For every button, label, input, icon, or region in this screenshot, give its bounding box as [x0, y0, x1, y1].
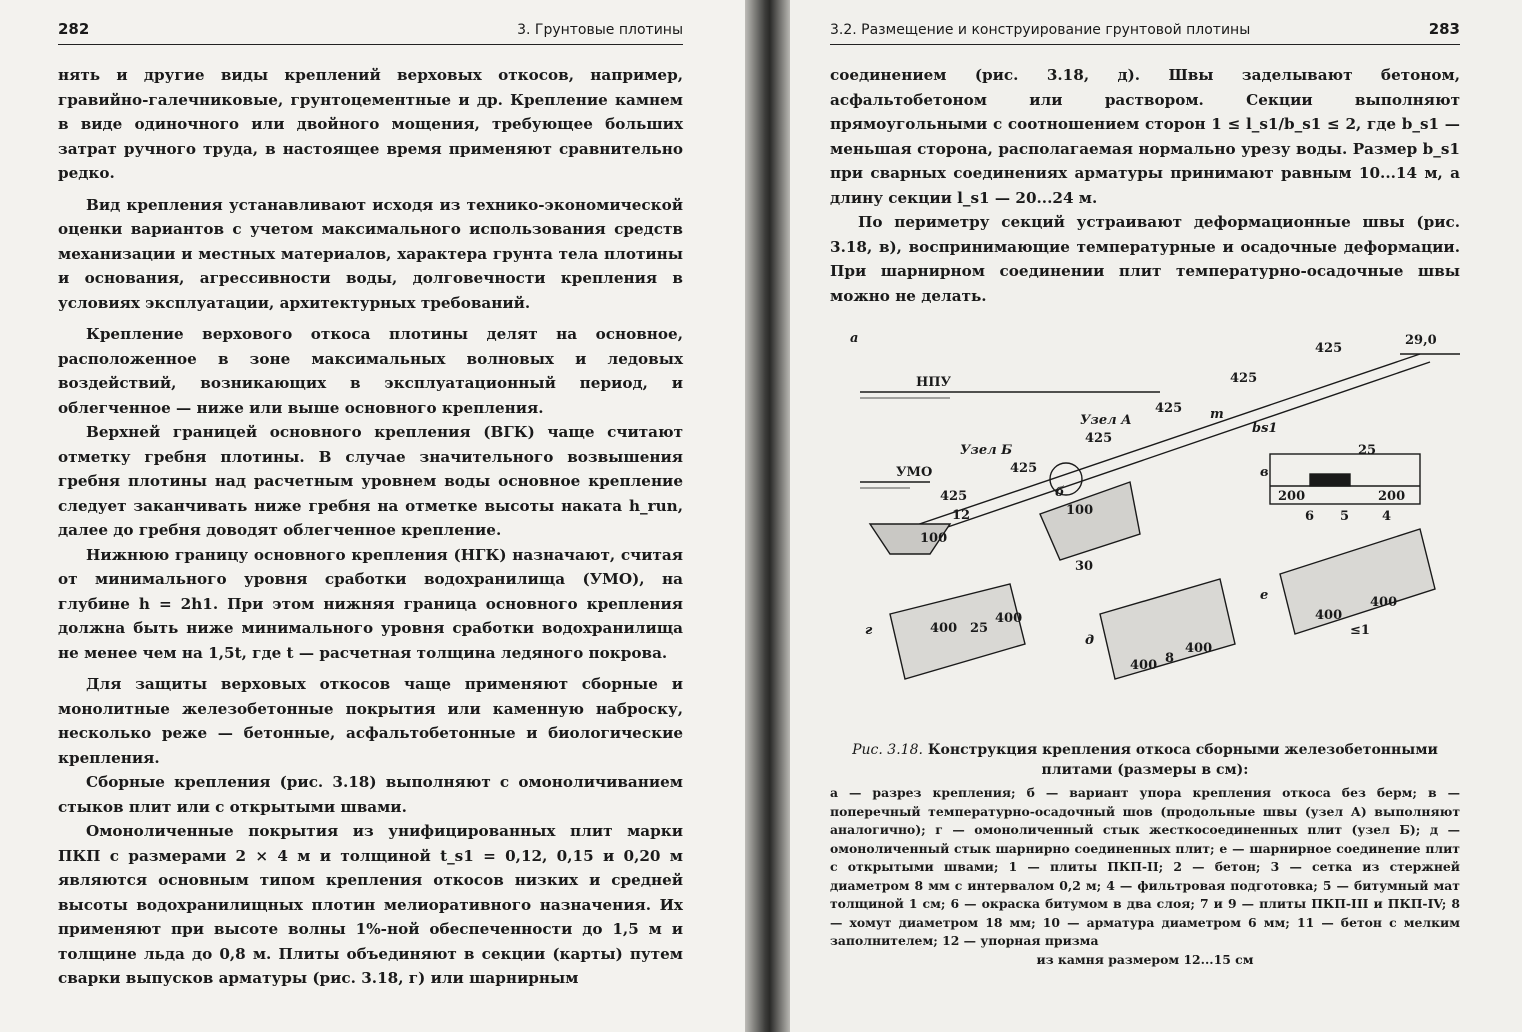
section-title: 3.2. Размещение и конструирование грунтовой плотины: [830, 22, 1251, 38]
dim-100: 100: [1066, 503, 1094, 518]
legend-num-6: 6: [1305, 509, 1315, 524]
page-number-right: 283: [1428, 20, 1460, 38]
fig-label-a: а: [850, 331, 859, 346]
paragraph: По периметру секций устраивают деформационные швы (рис. 3.18, в), воспринимающие температурные и осадочные деформации. При шарнирном соединении плит температурно-осадочные швы можно не делать.: [830, 213, 1460, 305]
paragraph: Верхней границей основного крепления (ВГК) чаще считают отметку гребня плотины. В случае значительного возвышения гребня плотины над расчетным уровнем воды основное крепление следует заканчивать ниже гребня на отметке высоты наката h_run, далее до гребня доводят облегченное крепление.: [58, 423, 683, 539]
legend-num-12: 12: [952, 508, 971, 523]
legend-num-4: 4: [1382, 509, 1392, 524]
paragraph: Для защиты верховых откосов чаще применяют сборные и монолитные железобетонные покрытия или каменную наброску, несколько реже — бетонные, асфальтобетонные и биологические крепления.: [58, 675, 683, 767]
detail-e: [1280, 529, 1435, 634]
fig-label-v: в: [1260, 465, 1269, 480]
right-body-text: [830, 63, 1460, 308]
paragraph: Крепление верхового откоса плотины делят на основное, расположенное в зоне максимальных волновых и ледовых воздействий, возникающих в эксплуатационный период, и облегченное — ниже или выше основного крепления.: [58, 325, 683, 417]
legend-text: а — разрез крепления; б — вариант упора крепления откоса без берм; в — поперечный температурно-осадочный шов (продольные швы (узел А) выполняют аналогично); г — омоноличенный стык жесткосоединенных плит (узел Б); д — омоноличенный стык шарнирно соединенных плит; е — шарнирное соединение плит с открытыми швами; 1 — плиты ПКП-II; 2 — бетон; 3 — сетка из стержней диаметром 8 мм с интервалом 0,2 м; 4 — фильтровая подготовка; 5 — битумный мат толщиной 1 см; 6 — окраска битумом в два слоя; 7 и 9 — плиты ПКП-III и ПКП-IV; 8 — хомут диаметром 18 мм; 10 — арматура диаметром 6 мм; 11 — бетон с мелким заполнителем; 12 — упорная призма: [830, 785, 1460, 948]
dim-425: 425: [1230, 371, 1258, 386]
left-body-text: [58, 63, 683, 991]
dim-425: 425: [1155, 401, 1183, 416]
figure-legend: [830, 784, 1460, 969]
dim-425: 425: [940, 489, 968, 504]
node-b-label: Узел Б: [960, 443, 1013, 458]
dim-200: 200: [1378, 489, 1406, 504]
slope-m: m: [1210, 407, 1224, 422]
caption-text: Конструкция крепления откоса сборными железобетонными плитами (размеры в см):: [927, 742, 1438, 778]
dim-400: 400: [1130, 658, 1158, 673]
fig-label-g: г: [865, 623, 873, 638]
paragraph: Нижнюю границу основного крепления (НГК) назначают, считая от минимального уровня сработки водохранилища (УМО), на глубине h = 2h1. При этом нижняя граница основного крепления должна быть ниже минимального уровня сработки водохранилища не менее чем на 1,5t, где t — расчетная толщина ледяного покрова.: [58, 545, 683, 662]
chapter-title: 3. Грунтовые плотины: [517, 22, 683, 38]
dim-400: 400: [995, 611, 1023, 626]
paragraph: соединением (рис. 3.18, д). Швы заделывают бетоном, асфальтобетоном или раствором. Секции выполняют прямоугольными с соотношением сторон 1 ≤ l_s1/b_s1 ≤ 2, где b_s1 — меньшая сторона, располагаемая нормально урезу воды. Размер b_s1 при сварных соединениях арматуры принимают равным 10...14 м, а длину секции l_s1 — 20...24 м.: [830, 66, 1460, 207]
detail-g: [890, 584, 1025, 679]
fig-label-e: е: [1260, 588, 1269, 603]
page-number-left: 282: [58, 20, 90, 38]
dim-400: 400: [1185, 641, 1213, 656]
fig-label-d: д: [1085, 633, 1095, 648]
dim-200: 200: [1278, 489, 1306, 504]
slope-protection-drawing: [830, 314, 1460, 734]
bs1-label: bs1: [1252, 421, 1278, 436]
book-gutter: [745, 0, 790, 1032]
dim-400: 400: [1315, 608, 1343, 623]
right-page: [790, 0, 1522, 1032]
detail-v-joint: [1310, 474, 1350, 486]
paragraph: Омоноличенные покрытия из унифицированных плит марки ПКП с размерами 2 × 4 м и толщиной t_s1 = 0,12, 0,15 и 0,20 м являются основным типом крепления откосов низких и средней высоты водохранилищных плотин мелиоративного назначения. Их применяют при высоте волны 1%-ной обеспеченности до 1,5 м и толщине льда до 0,8 м. Плиты объединяют в секции (карты) путем сварки выпусков арматуры (рис. 3.18, г) или шарнирным: [58, 822, 683, 987]
dim-400: 400: [1370, 595, 1398, 610]
legend-last-line: из камня размером 12...15 см: [1036, 951, 1254, 967]
left-page: [0, 0, 745, 1032]
paragraph: нять и другие виды креплений верховых откосов, например, гравийно-галечниковые, грунтоцементные и др. Крепление камнем в виде одиночного или двойного мощения, требующее больших затрат ручного труда, в настоящее время применяют сравнительно редко.: [58, 66, 683, 182]
dim-30: 30: [1075, 559, 1094, 574]
paragraph: Вид крепления устанавливают исходя из технико-экономической оценки вариантов с учетом максимального использования средств механизации и местных материалов, характера грунта тела плотины и основания, агрессивности воды, долговечности крепления в условиях эксплуатации, архитектурных требований.: [58, 195, 683, 312]
node-a-label: Узел А: [1080, 413, 1132, 428]
dim-425: 425: [1085, 431, 1113, 446]
legend-num-5: 5: [1340, 509, 1350, 524]
figure-caption: [830, 740, 1460, 780]
left-running-head: [58, 20, 683, 45]
paragraph: Сборные крепления (рис. 3.18) выполняют с омоноличиванием стыков плит или с открытыми швами.: [58, 773, 683, 816]
caption-label: Рис. 3.18.: [852, 742, 923, 758]
dim-25: 25: [1358, 443, 1377, 458]
figure-3-18: [830, 314, 1460, 734]
dim-le1: ≤1: [1350, 623, 1370, 638]
right-running-head: [830, 20, 1460, 45]
fig-label-b: б: [1055, 485, 1065, 500]
dim-100: 100: [920, 531, 948, 546]
dim-25: 25: [970, 621, 989, 636]
npu-label: НПУ: [916, 375, 952, 390]
dim-8: 8: [1165, 651, 1175, 666]
dim-425: 425: [1315, 341, 1343, 356]
umo-label: УМО: [896, 465, 933, 480]
dim-425: 425: [1010, 461, 1038, 476]
dim-400: 400: [930, 621, 958, 636]
crest-elevation: 29,0: [1405, 333, 1437, 348]
